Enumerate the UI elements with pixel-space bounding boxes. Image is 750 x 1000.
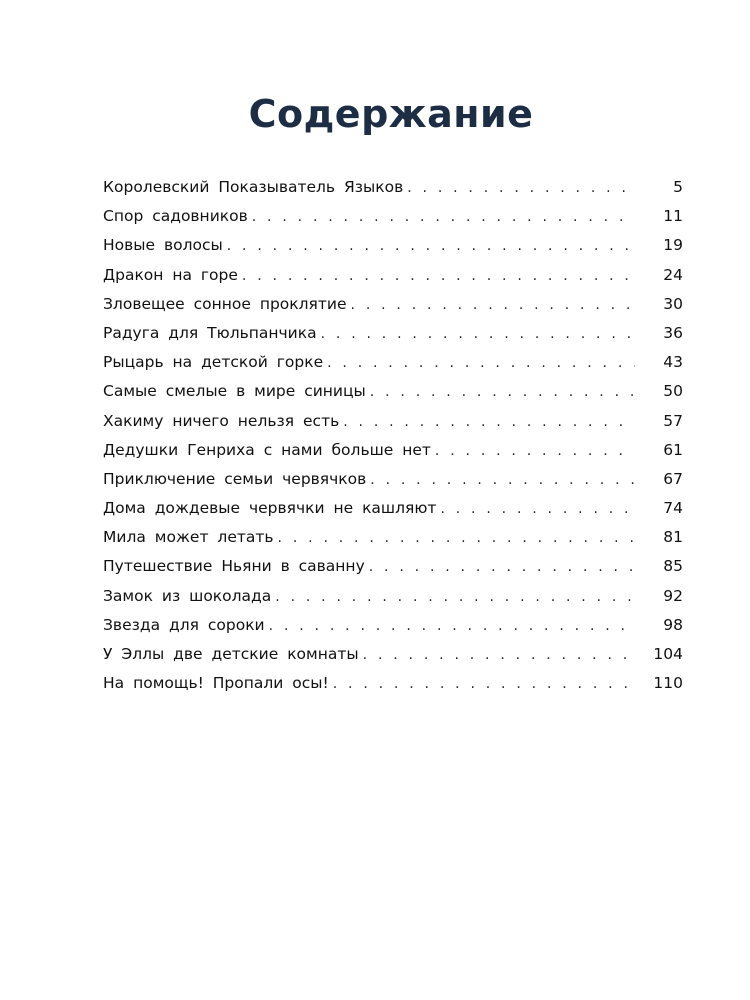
toc-page-number: 104	[653, 645, 683, 663]
dot-leader	[227, 232, 635, 261]
toc-page-number: 85	[663, 557, 683, 576]
toc-entry	[103, 465, 683, 494]
toc-entry	[103, 552, 683, 581]
toc-entry-title: Самые смелые в мире синицы	[103, 382, 366, 401]
toc-page-number: 5	[673, 178, 683, 196]
toc-entry	[103, 202, 683, 231]
toc-entry	[103, 407, 683, 436]
toc-entry-title: У Эллы две детские комнаты	[103, 645, 359, 663]
toc-page-number: 19	[663, 236, 683, 255]
toc-entry-title: Новые волосы	[103, 236, 223, 255]
toc-page-number: 110	[653, 674, 683, 693]
toc-entry-title: Дедушки Генриха с нами больше нет	[103, 440, 431, 459]
toc-entry-title: Рыцарь на детской горке	[103, 353, 324, 372]
toc-entry-title: Спор садовников	[103, 207, 248, 226]
table-of-contents	[103, 173, 683, 698]
toc-entry-title: Мила может летать	[103, 528, 274, 547]
dot-leader	[252, 203, 635, 232]
toc-entry	[103, 494, 683, 523]
toc-entry	[103, 640, 683, 669]
toc-entry	[103, 173, 683, 202]
dot-leader	[351, 291, 635, 320]
toc-entry-title: Радуга для Тюльпанчика	[103, 323, 317, 342]
dot-leader	[343, 408, 635, 437]
dot-leader	[370, 466, 635, 495]
toc-entry	[103, 319, 683, 348]
toc-entry-title: Зловещее сонное проклятие	[103, 294, 347, 313]
toc-entry-title: Замок из шоколада	[103, 586, 272, 605]
toc-page-number: 57	[663, 411, 683, 430]
toc-entry	[103, 377, 683, 406]
toc-entry	[103, 669, 683, 698]
dot-leader	[242, 262, 635, 291]
dot-leader	[369, 553, 635, 582]
toc-entry-title: Путешествие Ньяни в саванну	[103, 557, 365, 576]
toc-entry	[103, 523, 683, 552]
dot-leader	[327, 349, 635, 378]
dot-leader	[269, 612, 635, 641]
toc-page-number: 67	[663, 469, 683, 488]
toc-entry-title: Звезда для сороки	[103, 615, 265, 634]
dot-leader	[435, 437, 635, 466]
toc-page-number: 50	[663, 382, 683, 401]
dot-leader	[407, 174, 635, 203]
toc-entry-title: Приключение семьи червячков	[103, 469, 367, 488]
dot-leader	[333, 670, 635, 699]
toc-entry-title: На помощь! Пропали осы!	[103, 674, 329, 693]
toc-page-number: 61	[663, 440, 683, 459]
toc-page-number: 43	[663, 353, 683, 372]
toc-page-number: 24	[663, 265, 683, 284]
dot-leader	[370, 378, 635, 407]
toc-page-number: 81	[663, 528, 683, 547]
dot-leader	[321, 320, 635, 349]
toc-page-number: 74	[663, 499, 683, 518]
dot-leader	[275, 583, 635, 612]
toc-entry	[103, 582, 683, 611]
dot-leader	[278, 524, 635, 553]
toc-entry	[103, 436, 683, 465]
dot-leader	[440, 495, 635, 524]
toc-page-number: 36	[663, 323, 683, 342]
toc-entry	[103, 290, 683, 319]
toc-entry	[103, 261, 683, 290]
toc-entry-title: Хакиму ничего нельзя есть	[103, 411, 340, 430]
toc-entry	[103, 348, 683, 377]
toc-entry-title: Королевский Показыватель Языков	[103, 178, 404, 196]
toc-page-number: 98	[663, 615, 683, 634]
toc-page-number: 30	[663, 294, 683, 313]
toc-entry-title: Дома дождевые червячки не кашляют	[103, 499, 437, 518]
dot-leader	[363, 641, 635, 670]
toc-entry	[103, 611, 683, 640]
toc-page-number: 11	[663, 207, 683, 226]
toc-entry-title: Дракон на горе	[103, 265, 238, 284]
toc-entry	[103, 231, 683, 260]
toc-page-number: 92	[663, 586, 683, 605]
page-title: Содержание	[248, 92, 534, 136]
